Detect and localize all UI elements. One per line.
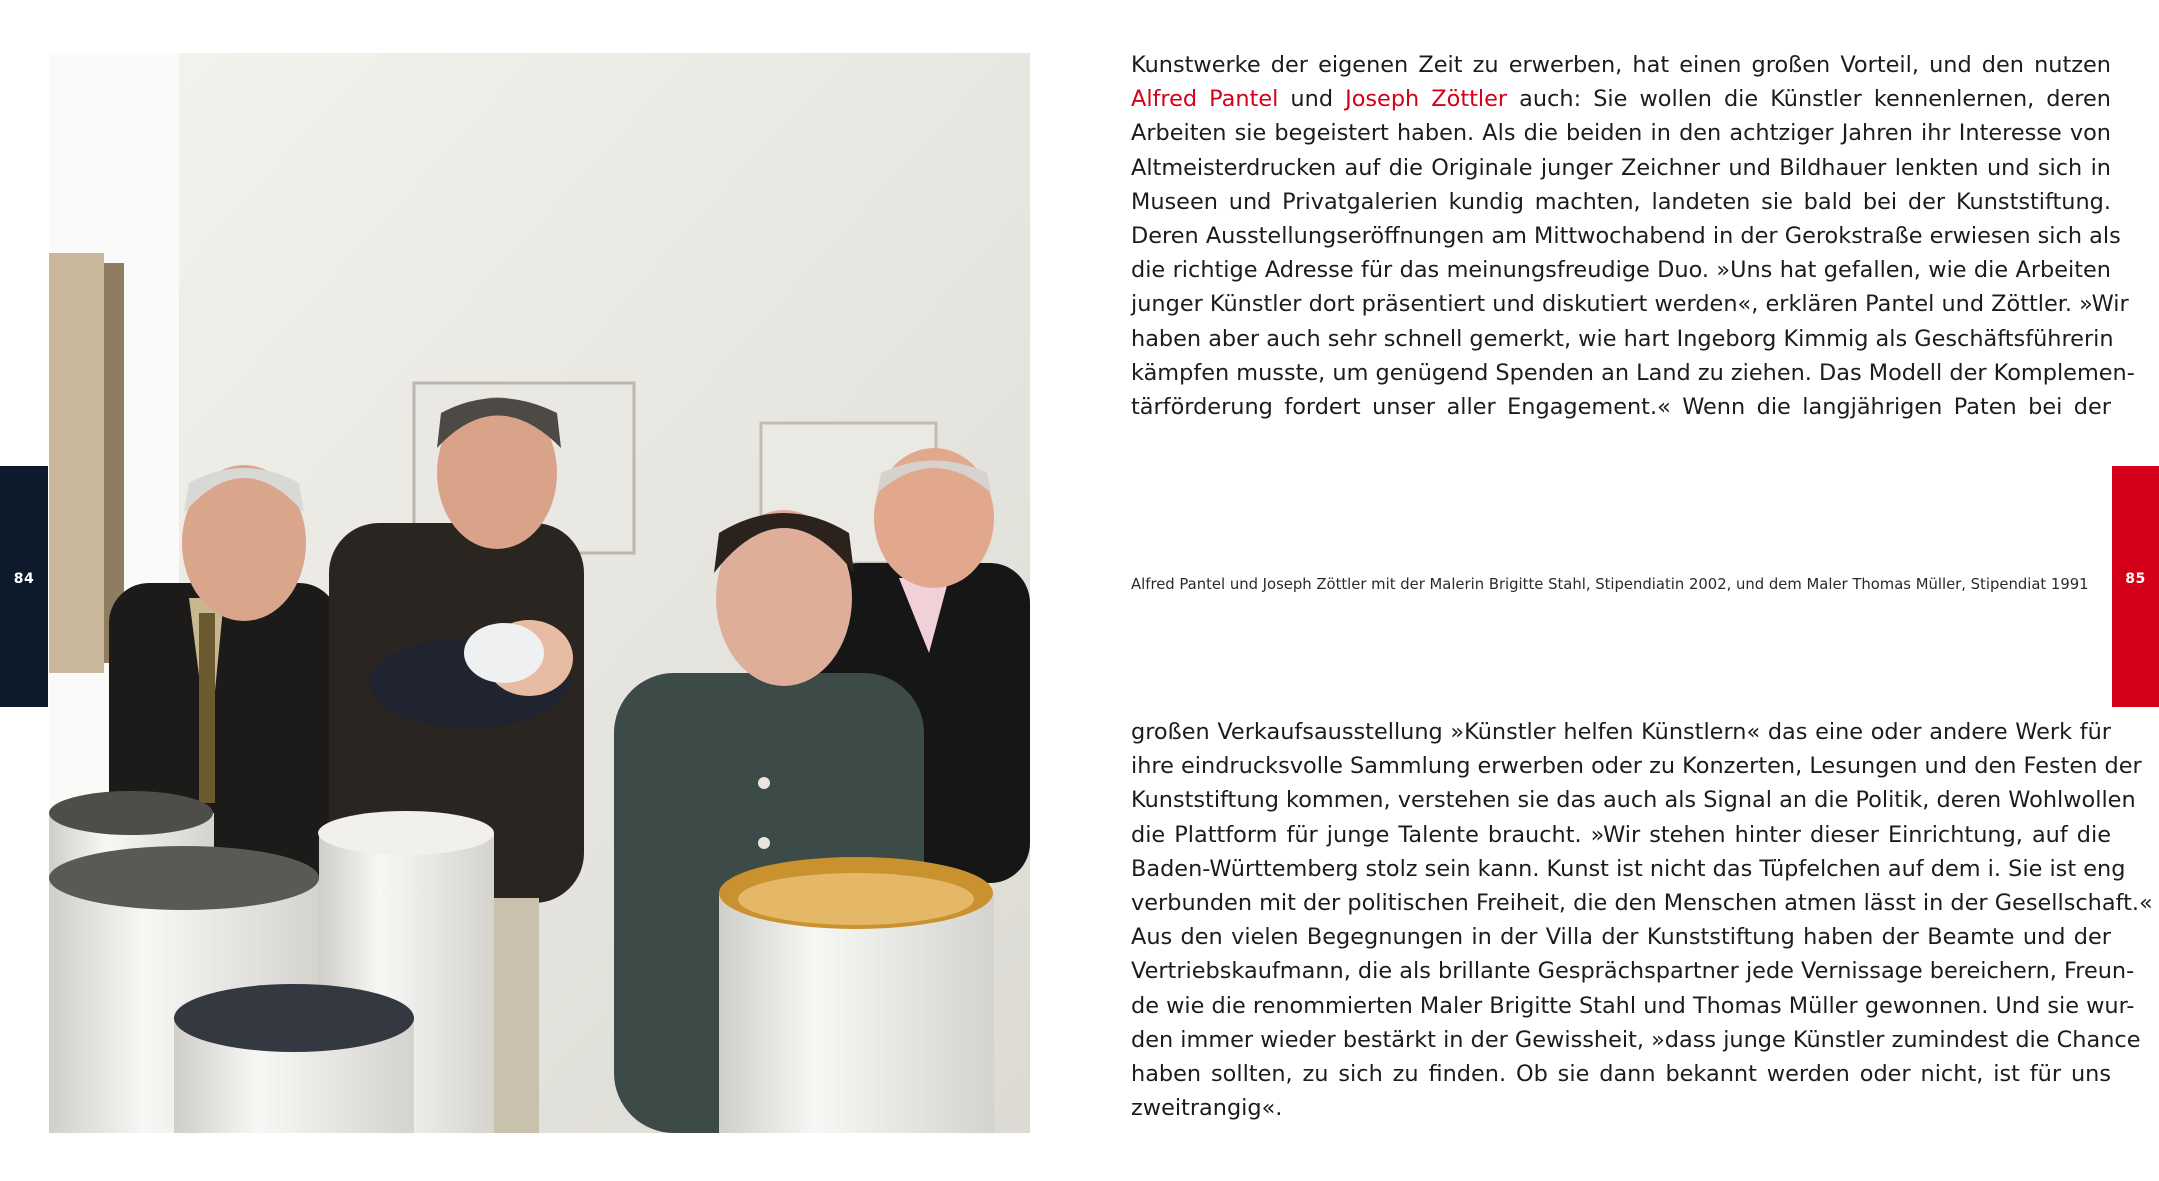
text-line: ihre eindrucksvolle Sammlung erwerben oder zu Konzerten, Lesungen und den Festen der bbox=[1131, 753, 2142, 780]
text-line: Arbeiten sie begeistert haben. Als die beiden in den achtziger Jahren ihr Interesse von bbox=[1131, 120, 2111, 147]
text-fragment: und bbox=[1278, 86, 1346, 113]
text-line: die Plattform für junge Talente braucht. »Wir stehen hinter dieser Einrichtung, auf die bbox=[1131, 821, 2111, 848]
name-alfred-pantel: Alfred Pantel bbox=[1131, 86, 1279, 113]
text-line: kämpfen musste, um genügend Spenden an Land zu ziehen. Das Modell der Komplemen- bbox=[1131, 359, 2135, 386]
text-line: den immer wieder bestärkt in der Gewissheit, »dass junge Künstler zumindest die Chance bbox=[1131, 1026, 2141, 1053]
text-line: de wie die renommierten Maler Brigitte Stahl und Thomas Müller gewonnen. Und sie wur- bbox=[1131, 992, 2135, 1019]
text-fragment: auch: Sie wollen die Künstler kennenlernen, deren bbox=[1507, 86, 2111, 113]
body-text-bottom bbox=[1131, 715, 2153, 1125]
text-line: Altmeisterdrucken auf die Originale junger Zeichner und Bildhauer lenkten und sich in bbox=[1131, 154, 2111, 181]
name-joseph-zoettler: Joseph Zöttler bbox=[1345, 86, 1508, 113]
text-line: Vertriebskaufmann, die als brillante Gesprächspartner jede Vernissage bereichern, Freun- bbox=[1131, 958, 2135, 985]
text-line: Museen und Privatgalerien kundig machten, landeten sie bald bei der Kunststiftung. bbox=[1131, 188, 2111, 215]
text-line: Baden-Württemberg stolz sein kann. Kunst ist nicht das Tüpfelchen auf dem i. Sie ist eng bbox=[1131, 855, 2126, 882]
text-line: zweitrangig«. bbox=[1131, 1095, 1283, 1122]
text-line: Kunstwerke der eigenen Zeit zu erwerben, hat einen großen Vorteil, und den nutzen bbox=[1131, 52, 2111, 78]
right-page-number: 85 bbox=[2125, 571, 2146, 587]
right-page-tab bbox=[2112, 466, 2159, 707]
left-page-number: 84 bbox=[13, 571, 35, 587]
text-line bbox=[1131, 82, 2111, 116]
text-line: die richtige Adresse für das meinungsfreudige Duo. »Uns hat gefallen, wie die Arbeiten bbox=[1131, 257, 2111, 284]
photo-caption: Alfred Pantel und Joseph Zöttler mit der Malerin Brigitte Stahl, Stipendiatin 2002, und dem Maler Thomas Müller, Stipendiat 1991 bbox=[1131, 576, 2089, 593]
text-line: haben aber auch sehr schnell gemerkt, wie hart Ingeborg Kimmig als Geschäftsführerin bbox=[1131, 325, 2114, 352]
body-text-top bbox=[1131, 48, 2135, 424]
text-line: Deren Ausstellungseröffnungen am Mittwochabend in der Gerokstraße erwiesen sich als bbox=[1131, 223, 2121, 250]
text-line: verbunden mit der politischen Freiheit, die den Menschen atmen lässt in der Gesellschaft.« bbox=[1131, 890, 2153, 917]
left-page-tab bbox=[0, 466, 48, 707]
text-line: Aus den vielen Begegnungen in der Villa der Kunststiftung haben der Beamte und der bbox=[1131, 924, 2111, 951]
text-line: Kunststiftung kommen, verstehen sie das auch als Signal an die Politik, deren Wohlwollen bbox=[1131, 787, 2136, 814]
text-line: tärförderung fordert unser aller Engagement.« Wenn die langjährigen Paten bei der bbox=[1131, 394, 2111, 421]
photo-illustration bbox=[49, 53, 1030, 1133]
text-line: junger Künstler dort präsentiert und diskutiert werden«, erklären Pantel und Zöttler. »Wir bbox=[1131, 291, 2129, 318]
group-portrait-photo bbox=[49, 53, 1030, 1133]
text-line: großen Verkaufsausstellung »Künstler helfen Künstlern« das eine oder andere Werk für bbox=[1131, 719, 2111, 745]
text-line: haben sollten, zu sich zu finden. Ob sie dann bekannt werden oder nicht, ist für uns bbox=[1131, 1061, 2111, 1088]
